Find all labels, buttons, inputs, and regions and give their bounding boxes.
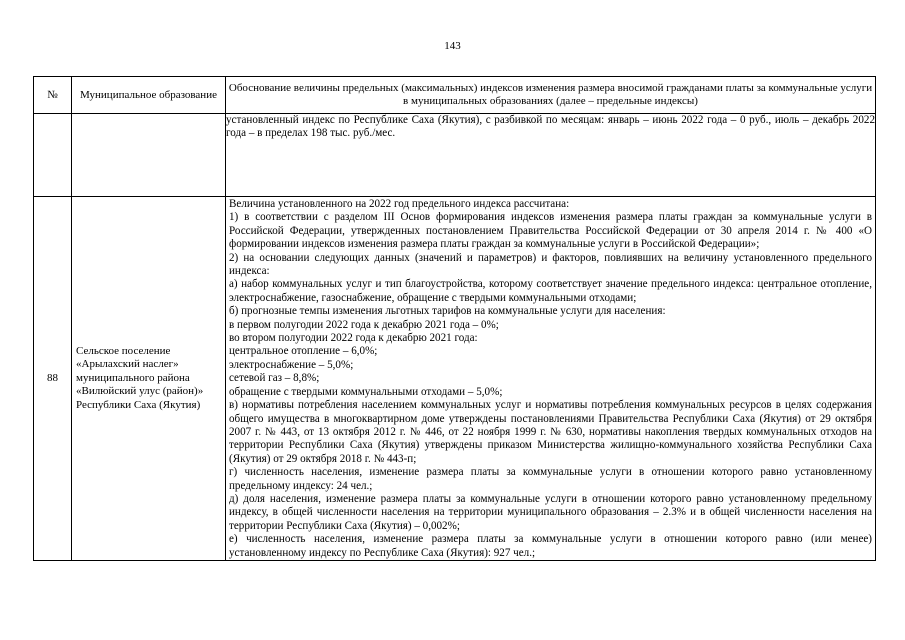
paragraph: в первом полугодии 2022 года к декабрю 2021 года – 0%; — [229, 318, 499, 331]
table-row — [34, 114, 876, 197]
index-table — [33, 76, 876, 561]
paragraph: Величина установленного на 2022 год предельного индекса рассчитана: — [229, 198, 570, 210]
justification-cell — [226, 197, 876, 561]
paragraph: д) доля населения, изменение размера платы за коммунальные услуги в отношении которого равно установленному предельному индексу, в общей численности населения на территории муниципального образования – 2.3% и в общей численности населения на территории Республики Саха (Якутия) – 0,002%; — [229, 492, 872, 532]
paragraph: центральное отопление – 6,0%; — [229, 345, 378, 358]
table-header-row — [34, 77, 876, 114]
continuation-text: установленный индекс по Республике Саха (Якутия), с разбивкой по месяцам: январь – июнь 2022 года – 0 руб., июль – декабрь 2022 года – в пределах 198 тыс. руб./мес. — [226, 114, 876, 197]
municipality-name: Сельское поселение «Арылахский наслег» муниципального района «Вилюйский улус (район)» Республики Саха (Якутия) — [72, 197, 226, 561]
paragraph: 2) на основании следующих данных (значений и параметров) и факторов, повлиявших на величину установленного предельного индекса: — [229, 251, 872, 278]
header-municipality: Муниципальное образование — [72, 77, 226, 114]
paragraph: б) прогнозные темпы изменения льготных тарифов на коммунальные услуги для населения: — [229, 305, 666, 318]
paragraph: сетевой газ – 8,8%; — [229, 372, 320, 385]
paragraph: в) нормативы потребления населением коммунальных услуг и нормативы потребления коммунальных ресурсов в целях содержания общего имущества в многоквартирном доме утверждены постановлениями Правительства Республики Саха (Якутия) от 29 октября 2007 г. № 443, от 13 октября 2012 г. № 446, от 22 ноября 1999 г. № 630, нормативы накопления твердых коммунальных отходов на территории Республики Саха (Якутия) утверждены приказом Министерства жилищно-коммунального хозяйства Республики Саха (Якутия) от 29 октября 2018 г. № 443-п; — [229, 399, 872, 465]
paragraph: е) численность населения, изменение размера платы за коммунальные услуги в отношении которого равно (или менее) установленному индексу по Республике Саха (Якутия): 927 чел.; — [229, 533, 872, 559]
row-number: 88 — [34, 197, 72, 561]
header-num: № — [34, 77, 72, 114]
paragraph: 1) в соответствии с разделом III Основ формирования индексов изменения размера платы граждан за коммунальные услуги в Российской Федерации, утвержденных постановлением Правительства Российской Федерации от 30 апреля 2014 г. № 400 «О формировании индексов изменения размера платы граждан за коммунальные услуги в Российской Федерации»; — [229, 211, 872, 251]
paragraph: а) набор коммунальных услуг и тип благоустройства, которому соответствует значение предельного индекса: центральное отопление, электроснабжение, газоснабжение, обращение с твердыми коммунальными отходами; — [229, 278, 872, 304]
table-row — [34, 197, 876, 561]
page-number: 143 — [444, 40, 461, 52]
header-justification: Обоснование величины предельных (максимальных) индексов изменения размера вносимой гражданами платы за коммунальные услуги в муниципальных образованиях (далее – предельные индексы) — [226, 77, 876, 114]
paragraph: г) численность населения, изменение размера платы за коммунальные услуги в отношении которого равно установленному предельному индексу: 24 чел.; — [229, 466, 872, 492]
paragraph: обращение с твердыми коммунальными отходами – 5,0%; — [229, 385, 503, 398]
paragraph: во втором полугодии 2022 года к декабрю 2021 года: — [229, 332, 478, 345]
paragraph: электроснабжение – 5,0%; — [229, 358, 354, 371]
cell-municipality-empty — [72, 114, 226, 197]
cell-num-empty — [34, 114, 72, 197]
